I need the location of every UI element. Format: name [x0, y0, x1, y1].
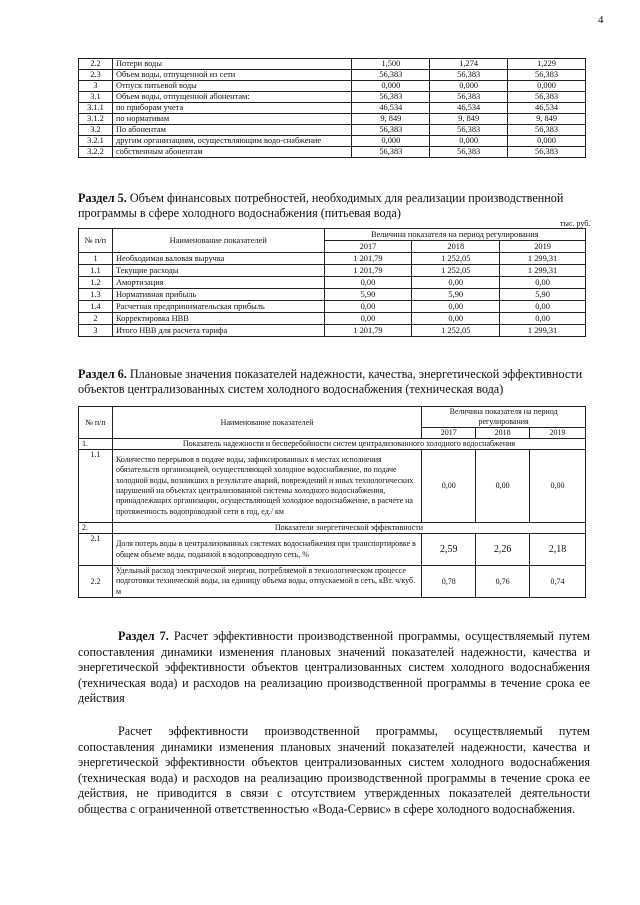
t2-cell-v2018: 1 252,05 [412, 325, 500, 337]
t2-cell-num: 1.2 [79, 277, 113, 289]
section7-body: Расчет эффективности производственной программы, осуществляемый путем сопоставления динамики изменения плановых значений показателей надежности, качества и энергетической эффективности объектов централизованных систем холодного водоснабжения (техническая вода) и расходов на реализацию производственной программы в течение срока ее действия, не приводится в связи с отсутствием утвержденных показателей деятельности общества с ограниченной ответственностью «Вода-Сервис» в сфере холодного водоснабжения. [78, 724, 590, 816]
t3-year: 2017 [422, 428, 476, 439]
t1-cell-v2019: 0,000 [508, 136, 586, 147]
t3-group-title: Показатель надежности и бесперебойности систем централизованного холодного водоснабжения [112, 439, 585, 450]
t1-cell-name: Потери воды [112, 59, 351, 70]
t2-cell-v2018: 5,90 [412, 289, 500, 301]
t1-cell-num: 3.1.1 [79, 103, 113, 114]
t1-cell-name: Объем воды, отпущенной из сети [112, 70, 351, 81]
section5-unit: тыс. руб. [560, 219, 591, 228]
t1-cell-v2018: 56,383 [430, 70, 508, 81]
t3-group-num: 2. [79, 523, 113, 534]
t1-cell-v2017: 1,500 [352, 59, 430, 70]
t2-cell-v2019: 5,90 [500, 289, 586, 301]
t2-row [79, 325, 586, 337]
t2-cell-num: 1 [79, 253, 113, 265]
t2-cell-v2017: 5,90 [324, 289, 412, 301]
t2-row [79, 313, 586, 325]
t2-cell-num: 3 [79, 325, 113, 337]
t1-cell-v2018: 1,274 [430, 59, 508, 70]
t1-cell-name: собственным абонентам [112, 147, 351, 158]
t1-cell-name: Объем воды, отпущенной абонентам: [112, 92, 351, 103]
t2-cell-num: 2 [79, 313, 113, 325]
t1-cell-v2018: 0,000 [430, 136, 508, 147]
t2-cell-num: 1.3 [79, 289, 113, 301]
t2-head-name: Наименование показателей [112, 229, 324, 253]
t1-cell-v2019: 56,383 [508, 147, 586, 158]
t1-cell-v2018: 56,383 [430, 147, 508, 158]
t1-cell-v2018: 56,383 [430, 92, 508, 103]
t2-cell-name: Итого НВВ для расчета тарифа [112, 325, 324, 337]
t3-head-name: Наименование показателей [112, 407, 421, 439]
t1-row [79, 147, 586, 158]
t2-cell-num: 1.4 [79, 301, 113, 313]
t3-year: 2019 [530, 428, 586, 439]
t3-value: 2,18 [530, 534, 586, 566]
t1-cell-num: 3.2.2 [79, 147, 113, 158]
t2-row [79, 277, 586, 289]
t2-cell-v2019: 1 299,31 [500, 325, 586, 337]
t1-row [79, 59, 586, 70]
t1-cell-v2019: 56,383 [508, 125, 586, 136]
t3-value: 0,76 [476, 566, 530, 598]
t1-cell-v2019: 56,383 [508, 92, 586, 103]
t2-cell-v2018: 0,00 [412, 277, 500, 289]
t1-row [79, 81, 586, 92]
t2-cell-v2017: 1 201,79 [324, 265, 412, 277]
t1-row [79, 92, 586, 103]
t3-row-name: Доля потерь воды в централизованных системах водоснабжения при транспортировке в общем объеме воды, поданной в водопроводную сеть, % [112, 534, 421, 566]
t2-head-num: № п/п [79, 229, 113, 253]
t2-cell-v2019: 0,00 [500, 277, 586, 289]
t3-group-title: Показатели энергетической эффективности [112, 523, 585, 534]
t1-cell-v2019: 1,229 [508, 59, 586, 70]
t2-row [79, 253, 586, 265]
t1-cell-v2019: 9, 849 [508, 114, 586, 125]
t1-cell-num: 3 [79, 81, 113, 92]
t1-row [79, 114, 586, 125]
t2-row [79, 265, 586, 277]
t1-cell-v2017: 56,383 [352, 70, 430, 81]
t2-cell-v2017: 0,00 [324, 313, 412, 325]
t2-cell-v2018: 0,00 [412, 301, 500, 313]
section6-label: Раздел 6. [78, 367, 127, 381]
t2-year: 2017 [324, 241, 412, 253]
t3-head-period: Величина показателя на период регулирования [422, 407, 586, 428]
t1-row [79, 70, 586, 81]
t1-cell-v2017: 56,383 [352, 147, 430, 158]
t1-cell-v2017: 56,383 [352, 125, 430, 136]
t3-row-name: Удельный расход электрической энергии, потребляемой в технологическом процессе подготовки технической воды, на единицу объема воды, отпускаемой в сеть, кВт. ч/куб. м [112, 566, 421, 598]
section5-title: Объем финансовых потребностей, необходимых для реализации производственной программы в сфере холодного водоснабжения (питьевая вода) [78, 191, 564, 220]
t2-cell-v2017: 0,00 [324, 301, 412, 313]
t1-cell-v2018: 9, 849 [430, 114, 508, 125]
t2-cell-v2019: 0,00 [500, 301, 586, 313]
t3-value: 2,59 [422, 534, 476, 566]
t1-cell-num: 2.3 [79, 70, 113, 81]
t2-cell-name: Текущие расходы [112, 265, 324, 277]
t1-row [79, 136, 586, 147]
t1-cell-v2019: 46,534 [508, 103, 586, 114]
t2-cell-v2019: 0,00 [500, 313, 586, 325]
t1-cell-name: другим организациям, осуществляющим водо-снабжение [112, 136, 351, 147]
t3-head-num: № п/п [79, 407, 113, 439]
t1-cell-v2017: 46,534 [352, 103, 430, 114]
t1-cell-num: 3.2.1 [79, 136, 113, 147]
t1-cell-name: Отпуск питьевой воды [112, 81, 351, 92]
t3-year: 2018 [476, 428, 530, 439]
t1-cell-v2017: 0,000 [352, 136, 430, 147]
t3-value: 0,00 [422, 450, 476, 523]
t3-row-name: Количество перерывов в подаче воды, зафиксированных в местах исполнения обязательств организацией, осуществляющей холодное водоснабжение, по подаче холодной воды, возникших в результате аварий, повреждений и иных технологических нарушений на объектах централизованной системы холодного водоснабжения, принадлежащих организации, осуществляющей холодное водоснабжение, в расчете на протяженность водопроводной сети в год, ед./ км [112, 450, 421, 523]
water-balance-table [78, 58, 586, 158]
t2-cell-name: Амортизация [112, 277, 324, 289]
section7-title: Расчет эффективности производственной программы, осуществляемый путем сопоставления динамики изменения плановых значений показателей надежности, качества и энергетической эффективности объектов централизованных систем холодного водоснабжения (техническая вода) и расходов на реализацию производственной программы в течение срока ее действия [78, 629, 590, 706]
t2-cell-v2019: 1 299,31 [500, 265, 586, 277]
t1-row [79, 125, 586, 136]
t2-cell-v2017: 1 201,79 [324, 325, 412, 337]
t1-cell-name: По абонентам [112, 125, 351, 136]
t3-row-num: 1.1 [79, 450, 113, 523]
t1-cell-name: по нормативам [112, 114, 351, 125]
section6-heading [78, 367, 586, 397]
t1-cell-v2019: 0,000 [508, 81, 586, 92]
t1-cell-v2017: 0,000 [352, 81, 430, 92]
t1-row [79, 103, 586, 114]
t3-row-num: 2.1 [79, 534, 113, 566]
t2-cell-num: 1.1 [79, 265, 113, 277]
t3-row-num: 2.2 [79, 566, 113, 598]
t2-cell-v2019: 1 299,31 [500, 253, 586, 265]
t1-cell-num: 3.1 [79, 92, 113, 103]
t1-cell-num: 2.2 [79, 59, 113, 70]
t1-cell-v2019: 56,383 [508, 70, 586, 81]
t2-cell-name: Расчетная предпринимательская прибыль [112, 301, 324, 313]
t2-cell-v2018: 1 252,05 [412, 253, 500, 265]
t2-cell-v2017: 1 201,79 [324, 253, 412, 265]
financial-needs-table [78, 228, 586, 337]
t3-group-num: 1. [79, 439, 113, 450]
section5-heading [78, 191, 586, 221]
t2-cell-name: Необходимая валовая выручка [112, 253, 324, 265]
section7-label: Раздел 7. [118, 629, 169, 643]
t3-value: 0,00 [476, 450, 530, 523]
t1-cell-num: 3.2 [79, 125, 113, 136]
t2-cell-v2018: 1 252,05 [412, 265, 500, 277]
t2-year: 2019 [500, 241, 586, 253]
t2-cell-name: Нормативная прибыль [112, 289, 324, 301]
t1-cell-v2017: 56,383 [352, 92, 430, 103]
t1-cell-num: 3.1.2 [79, 114, 113, 125]
t1-cell-v2017: 9, 849 [352, 114, 430, 125]
t3-value: 0,00 [530, 450, 586, 523]
page-number: 4 [598, 14, 604, 26]
section7-heading [78, 629, 590, 707]
t1-cell-v2018: 0,000 [430, 81, 508, 92]
section5-label: Раздел 5. [78, 191, 127, 205]
t2-cell-v2018: 0,00 [412, 313, 500, 325]
t1-cell-v2018: 56,383 [430, 125, 508, 136]
t2-cell-name: Корректировка НВВ [112, 313, 324, 325]
section6-title: Плановые значения показателей надежности, качества, энергетической эффективности объектов централизованных систем холодного водоснабжения (техническая вода) [78, 367, 583, 396]
t2-row [79, 289, 586, 301]
t3-value: 0,78 [422, 566, 476, 598]
t2-year: 2018 [412, 241, 500, 253]
t3-value: 2,26 [476, 534, 530, 566]
reliability-indicators-table [78, 406, 586, 598]
t3-value: 0,74 [530, 566, 586, 598]
t1-cell-name: по приборам учета [112, 103, 351, 114]
t2-row [79, 301, 586, 313]
t2-head-period: Величина показателя на период регулирования [324, 229, 585, 241]
t1-cell-v2018: 46,534 [430, 103, 508, 114]
t2-cell-v2017: 0,00 [324, 277, 412, 289]
